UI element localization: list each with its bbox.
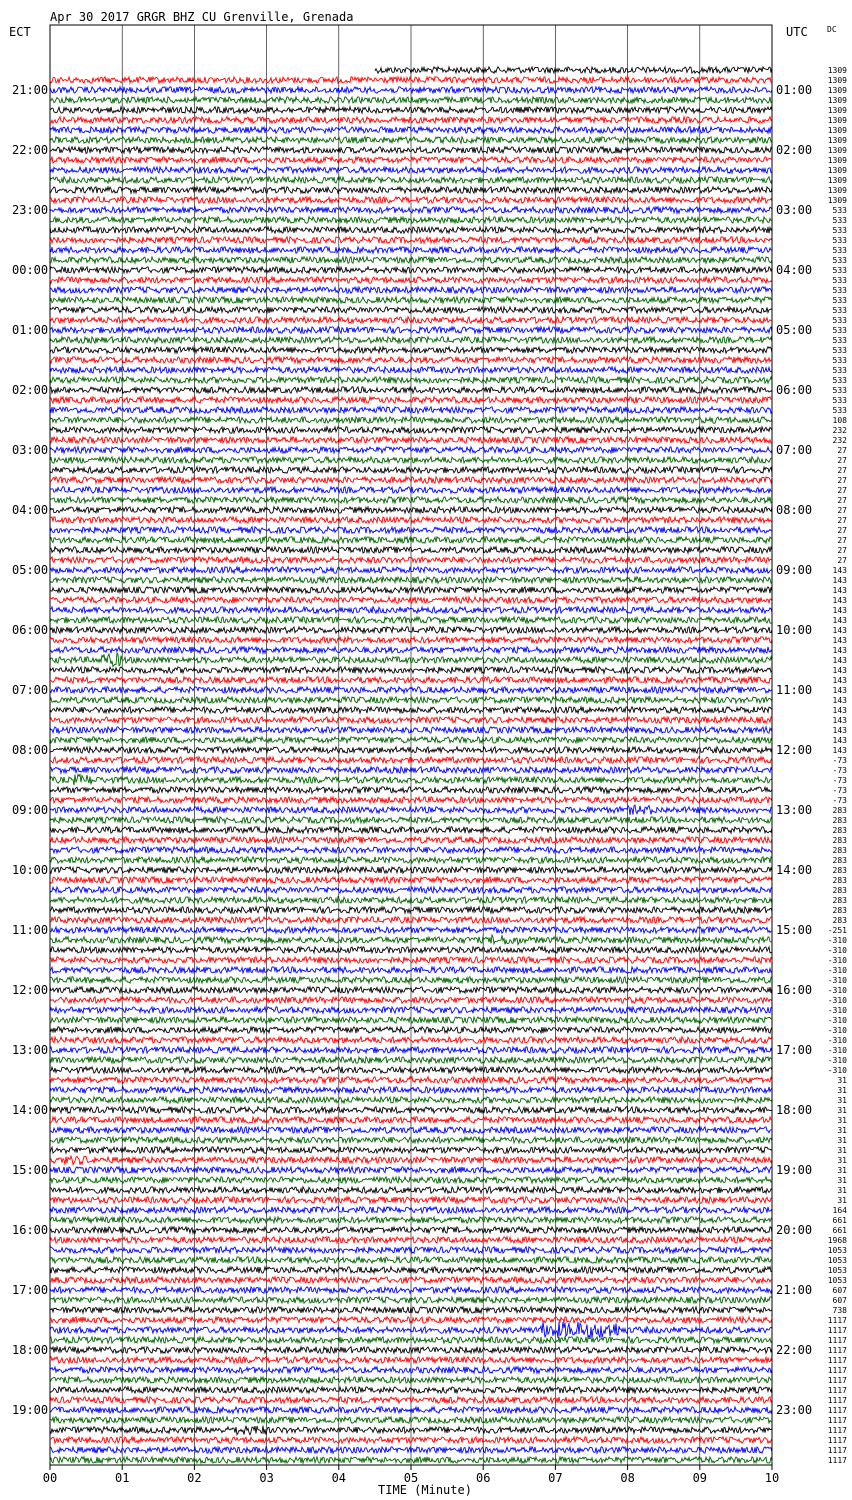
ect-hour-label: 08:00 (12, 743, 49, 757)
dc-offset-label: 1309 (827, 126, 847, 135)
dc-offset-label: -73 (832, 766, 847, 775)
ect-hour-label: 13:00 (12, 1043, 49, 1057)
x-tick-label: 04 (331, 1471, 347, 1485)
dc-offset-label: -310 (827, 936, 847, 945)
dc-offset-label: 143 (832, 586, 847, 595)
utc-hour-label: 12:00 (776, 743, 813, 757)
dc-offset-label: 738 (832, 1306, 847, 1315)
dc-offset-label: 1117 (827, 1316, 847, 1325)
dc-offset-label: -310 (827, 1036, 847, 1045)
dc-offset-label: 1117 (827, 1376, 847, 1385)
ect-hour-label: 02:00 (12, 383, 49, 397)
dc-offset-label: 143 (832, 596, 847, 605)
dc-offset-label: -310 (827, 976, 847, 985)
dc-offset-label: -310 (827, 996, 847, 1005)
dc-offset-label: 143 (832, 656, 847, 665)
dc-offset-label: 143 (832, 626, 847, 635)
dc-offset-label: 533 (832, 296, 847, 305)
dc-offset-label: 661 (832, 1216, 847, 1225)
ect-hour-label: 14:00 (12, 1103, 49, 1117)
dc-offset-label: 143 (832, 746, 847, 755)
dc-offset-label: 1309 (827, 76, 847, 85)
utc-hour-label: 09:00 (776, 563, 813, 577)
utc-hour-labels (776, 83, 812, 1417)
utc-hour-label: 07:00 (776, 443, 813, 457)
dc-offset-label: 1053 (827, 1266, 847, 1275)
dc-offset-label: -310 (827, 1066, 847, 1075)
dc-offset-label: 31 (837, 1116, 847, 1125)
dc-offset-label: 533 (832, 306, 847, 315)
dc-offset-label: 1117 (827, 1326, 847, 1335)
dc-offset-label: 533 (832, 236, 847, 245)
dc-offset-label: 143 (832, 666, 847, 675)
dc-offset-label: 533 (832, 366, 847, 375)
dc-offset-label: 533 (832, 406, 847, 415)
dc-offset-label: 27 (837, 556, 847, 565)
utc-hour-label: 17:00 (776, 1043, 813, 1057)
dc-offset-label: 1309 (827, 146, 847, 155)
dc-offset-label: 108 (832, 416, 847, 425)
ect-hour-label: 11:00 (12, 923, 49, 937)
dc-offset-label: 27 (837, 546, 847, 555)
dc-offset-label: 283 (832, 896, 847, 905)
dc-offset-label: 31 (837, 1156, 847, 1165)
dc-offset-label: 283 (832, 856, 847, 865)
dc-offset-label: 283 (832, 866, 847, 875)
dc-offset-label: 31 (837, 1076, 847, 1085)
dc-offset-label: 1309 (827, 196, 847, 205)
utc-hour-label: 06:00 (776, 383, 813, 397)
dc-offset-label: 533 (832, 396, 847, 405)
dc-offset-label: 533 (832, 276, 847, 285)
dc-offset-label: 31 (837, 1146, 847, 1155)
dc-offset-label: 1117 (827, 1346, 847, 1355)
x-tick-label: 00 (42, 1471, 58, 1485)
ect-hour-label: 07:00 (12, 683, 49, 697)
dc-offset-label: 1117 (827, 1386, 847, 1395)
dc-offset-label: 1309 (827, 166, 847, 175)
dc-offset-label: 283 (832, 906, 847, 915)
dc-offset-label: 533 (832, 346, 847, 355)
dc-offset-label: 1117 (827, 1456, 847, 1465)
x-tick-label: 07 (548, 1471, 563, 1485)
dc-offset-label: 283 (832, 836, 847, 845)
utc-hour-label: 04:00 (776, 263, 813, 277)
dc-offset-label: 607 (832, 1296, 847, 1305)
utc-hour-label: 02:00 (776, 143, 813, 157)
x-tick-label: 01 (114, 1471, 130, 1485)
dc-offset-label: 1309 (827, 86, 847, 95)
dc-offset-label: 143 (832, 706, 847, 715)
dc-offset-label: 533 (832, 316, 847, 325)
dc-offset-label: 283 (832, 846, 847, 855)
x-tick-label: 06 (475, 1471, 491, 1485)
dc-offset-label: 143 (832, 736, 847, 745)
dc-offset-label: 31 (837, 1186, 847, 1195)
dc-offset-label: 283 (832, 916, 847, 925)
dc-offset-label: 661 (832, 1226, 847, 1235)
dc-offset-label: 31 (837, 1086, 847, 1095)
ect-hour-label: 19:00 (12, 1403, 49, 1417)
dc-offset-label: 533 (832, 386, 847, 395)
dc-offset-label: -310 (827, 1056, 847, 1065)
dc-offset-label: -251 (827, 926, 847, 935)
dc-offset-label: -310 (827, 966, 847, 975)
dc-offset-label: 607 (832, 1286, 847, 1295)
ect-hour-label: 15:00 (12, 1163, 49, 1177)
utc-hour-label: 21:00 (776, 1283, 813, 1297)
x-axis-label: TIME (Minute) (378, 1483, 472, 1497)
ect-hour-label: 21:00 (12, 83, 49, 97)
x-tick-label: 03 (259, 1471, 274, 1485)
ect-label: ECT (9, 25, 31, 39)
ect-hour-label: 16:00 (12, 1223, 49, 1237)
dc-offset-label: 143 (832, 676, 847, 685)
dc-offset-label: 143 (832, 616, 847, 625)
dc-offset-label: -73 (832, 776, 847, 785)
dc-offset-label: 27 (837, 456, 847, 465)
ect-hour-label: 18:00 (12, 1343, 49, 1357)
dc-offset-label: -310 (827, 1026, 847, 1035)
ect-hour-label: 09:00 (12, 803, 49, 817)
dc-offset-label: 1309 (827, 186, 847, 195)
dc-offset-label: 31 (837, 1136, 847, 1145)
seismic-trace (375, 67, 772, 73)
dc-offset-label: 533 (832, 326, 847, 335)
dc-offset-label: 1309 (827, 66, 847, 75)
dc-offset-labels (828, 66, 847, 1465)
utc-hour-label: 19:00 (776, 1163, 813, 1177)
dc-offset-label: 27 (837, 486, 847, 495)
dc-offset-label: 1117 (827, 1446, 847, 1455)
dc-offset-label: 27 (837, 536, 847, 545)
dc-offset-label: -310 (827, 986, 847, 995)
dc-offset-label: 1309 (827, 96, 847, 105)
dc-offset-label: 283 (832, 876, 847, 885)
dc-offset-label: 143 (832, 726, 847, 735)
dc-offset-label: 1117 (827, 1406, 847, 1415)
dc-offset-label: 143 (832, 636, 847, 645)
dc-offset-label: 533 (832, 286, 847, 295)
x-tick-label: 02 (187, 1471, 202, 1485)
utc-hour-label: 03:00 (776, 203, 813, 217)
dc-offset-label: -73 (832, 796, 847, 805)
dc-offset-label: 143 (832, 606, 847, 615)
dc-offset-label: 31 (837, 1096, 847, 1105)
ect-hour-label: 17:00 (12, 1283, 49, 1297)
utc-hour-label: 23:00 (776, 1403, 813, 1417)
ect-hour-label: 00:00 (12, 263, 49, 277)
dc-offset-label: 1117 (827, 1356, 847, 1365)
dc-offset-label: 283 (832, 806, 847, 815)
dc-offset-label: 1117 (827, 1416, 847, 1425)
dc-offset-label: -73 (832, 756, 847, 765)
dc-offset-label: -310 (827, 1046, 847, 1055)
dc-offset-label: 27 (837, 466, 847, 475)
x-tick-label: 08 (620, 1471, 635, 1485)
dc-offset-label: 143 (832, 566, 847, 575)
utc-hour-label: 20:00 (776, 1223, 813, 1237)
dc-offset-label: -73 (832, 786, 847, 795)
ect-hour-label: 10:00 (12, 863, 49, 877)
dc-offset-label: 1117 (827, 1366, 847, 1375)
ect-hour-label: 03:00 (12, 443, 49, 457)
utc-hour-label: 16:00 (776, 983, 813, 997)
dc-offset-label: 283 (832, 886, 847, 895)
dc-offset-label: 143 (832, 646, 847, 655)
utc-hour-label: 14:00 (776, 863, 813, 877)
ect-hour-label: 12:00 (12, 983, 49, 997)
dc-offset-label: 1117 (827, 1336, 847, 1345)
dc-offset-label: 27 (837, 496, 847, 505)
dc-offset-label: 1117 (827, 1396, 847, 1405)
utc-hour-label: 11:00 (776, 683, 813, 697)
dc-offset-label: -310 (827, 946, 847, 955)
utc-hour-label: 10:00 (776, 623, 813, 637)
dc-offset-label: 533 (832, 256, 847, 265)
x-tick-label: 10 (764, 1471, 780, 1485)
ect-hour-label: 23:00 (12, 203, 49, 217)
dc-offset-label: 1053 (827, 1246, 847, 1255)
dc-offset-label: 232 (832, 426, 847, 435)
utc-hour-label: 22:00 (776, 1343, 813, 1357)
x-tick-label: 09 (692, 1471, 708, 1485)
utc-hour-label: 01:00 (776, 83, 813, 97)
utc-hour-label: 13:00 (776, 803, 813, 817)
ect-hour-label: 05:00 (12, 563, 49, 577)
dc-offset-label: 27 (837, 526, 847, 535)
x-tick-label: 05 (403, 1471, 419, 1485)
dc-offset-label: 27 (837, 506, 847, 515)
dc-offset-label: 533 (832, 206, 847, 215)
dc-offset-label: 27 (837, 446, 847, 455)
ect-hour-label: 06:00 (12, 623, 49, 637)
dc-offset-label: -310 (827, 956, 847, 965)
dc-offset-label: 31 (837, 1106, 847, 1115)
dc-offset-label: 533 (832, 376, 847, 385)
dc-offset-label: 533 (832, 246, 847, 255)
dc-offset-label: 1053 (827, 1276, 847, 1285)
utc-hour-label: 18:00 (776, 1103, 813, 1117)
dc-offset-label: 283 (832, 826, 847, 835)
dc-label: DC (827, 25, 837, 34)
dc-offset-label: 143 (832, 686, 847, 695)
dc-offset-label: 1968 (827, 1236, 847, 1245)
dc-offset-label: 31 (837, 1176, 847, 1185)
dc-offset-label: 533 (832, 266, 847, 275)
utc-hour-label: 05:00 (776, 323, 813, 337)
dc-offset-label: 31 (837, 1166, 847, 1175)
utc-hour-label: 08:00 (776, 503, 813, 517)
chart-title: Apr 30 2017 GRGR BHZ CU Grenville, Grenada (50, 10, 354, 24)
dc-offset-label: 1309 (827, 106, 847, 115)
dc-offset-label: 31 (837, 1196, 847, 1205)
utc-label: UTC (786, 25, 808, 39)
dc-offset-label: 164 (832, 1206, 847, 1215)
dc-offset-label: 27 (837, 476, 847, 485)
utc-hour-label: 15:00 (776, 923, 813, 937)
dc-offset-label: 1309 (827, 136, 847, 145)
dc-offset-label: 143 (832, 696, 847, 705)
dc-offset-label: 533 (832, 216, 847, 225)
dc-offset-label: -310 (827, 1006, 847, 1015)
dc-offset-label: 283 (832, 816, 847, 825)
ect-hour-label: 22:00 (12, 143, 49, 157)
dc-offset-label: 1309 (827, 176, 847, 185)
dc-offset-label: 1117 (827, 1436, 847, 1445)
x-axis-ticks (43, 1465, 779, 1485)
dc-offset-label: 1309 (827, 116, 847, 125)
ect-hour-label: 04:00 (12, 503, 49, 517)
dc-offset-label: 533 (832, 356, 847, 365)
dc-offset-label: 533 (832, 336, 847, 345)
dc-offset-label: -310 (827, 1016, 847, 1025)
dc-offset-label: 31 (837, 1126, 847, 1135)
dc-offset-label: 1117 (827, 1426, 847, 1435)
dc-offset-label: 143 (832, 576, 847, 585)
ect-hour-label: 01:00 (12, 323, 49, 337)
dc-offset-label: 1053 (827, 1256, 847, 1265)
dc-offset-label: 27 (837, 516, 847, 525)
ect-hour-labels (12, 83, 48, 1417)
dc-offset-label: 143 (832, 716, 847, 725)
dc-offset-label: 232 (832, 436, 847, 445)
dc-offset-label: 533 (832, 226, 847, 235)
dc-offset-label: 1309 (827, 156, 847, 165)
